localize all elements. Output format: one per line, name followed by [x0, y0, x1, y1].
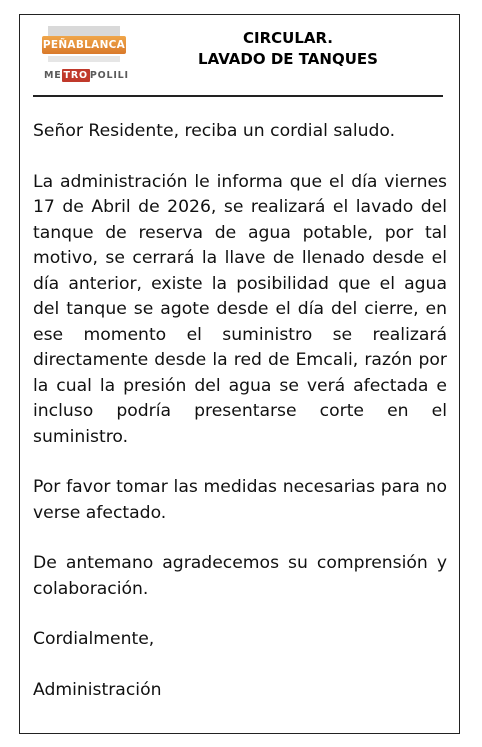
- logo-brand-name: PEÑABLANCA: [42, 36, 126, 54]
- title-line-2: LAVADO DE TANQUES: [198, 50, 378, 68]
- title-line-1: CIRCULAR.: [242, 29, 334, 47]
- logo-metro-mid: TRO: [63, 70, 88, 81]
- logo-metro-pre: ME: [44, 70, 62, 81]
- logo-tagline-graphic: [48, 56, 120, 62]
- document-title: [150, 28, 426, 70]
- logo-metro-post: POLILI: [89, 70, 129, 81]
- greeting: Señor Residente, reciba un cordial saludo.: [33, 121, 396, 141]
- closing: Cordialmente,: [33, 629, 155, 649]
- logo-metro-text: [44, 70, 129, 81]
- paragraph-announcement: La administración le informa que el día viernes 17 de Abril de 2026, se realizará el lavado del tanque de reserva de agua potable, por tal motivo, se cerrará la llave de llenado desde el día anterior, existe la posibilidad que el agua del tanque se agote desde el día del cierre, en ese momento el suministro se realizará directamente desde la red de Emcali, razón por la cual la presión del agua se verá afectada e incluso podría presentarse corte en el suministro.: [33, 171, 447, 447]
- header-divider: [33, 95, 443, 97]
- signature: Administración: [33, 679, 162, 700]
- paragraph-thanks: De antemano agradecemos su comprensión y colaboración.: [33, 553, 447, 599]
- company-logo: [42, 26, 129, 90]
- paragraph-request: Por favor tomar las medidas necesarias para no verse afectado.: [33, 477, 447, 523]
- letter-body: [33, 119, 447, 728]
- logo-building-graphic: [48, 26, 120, 36]
